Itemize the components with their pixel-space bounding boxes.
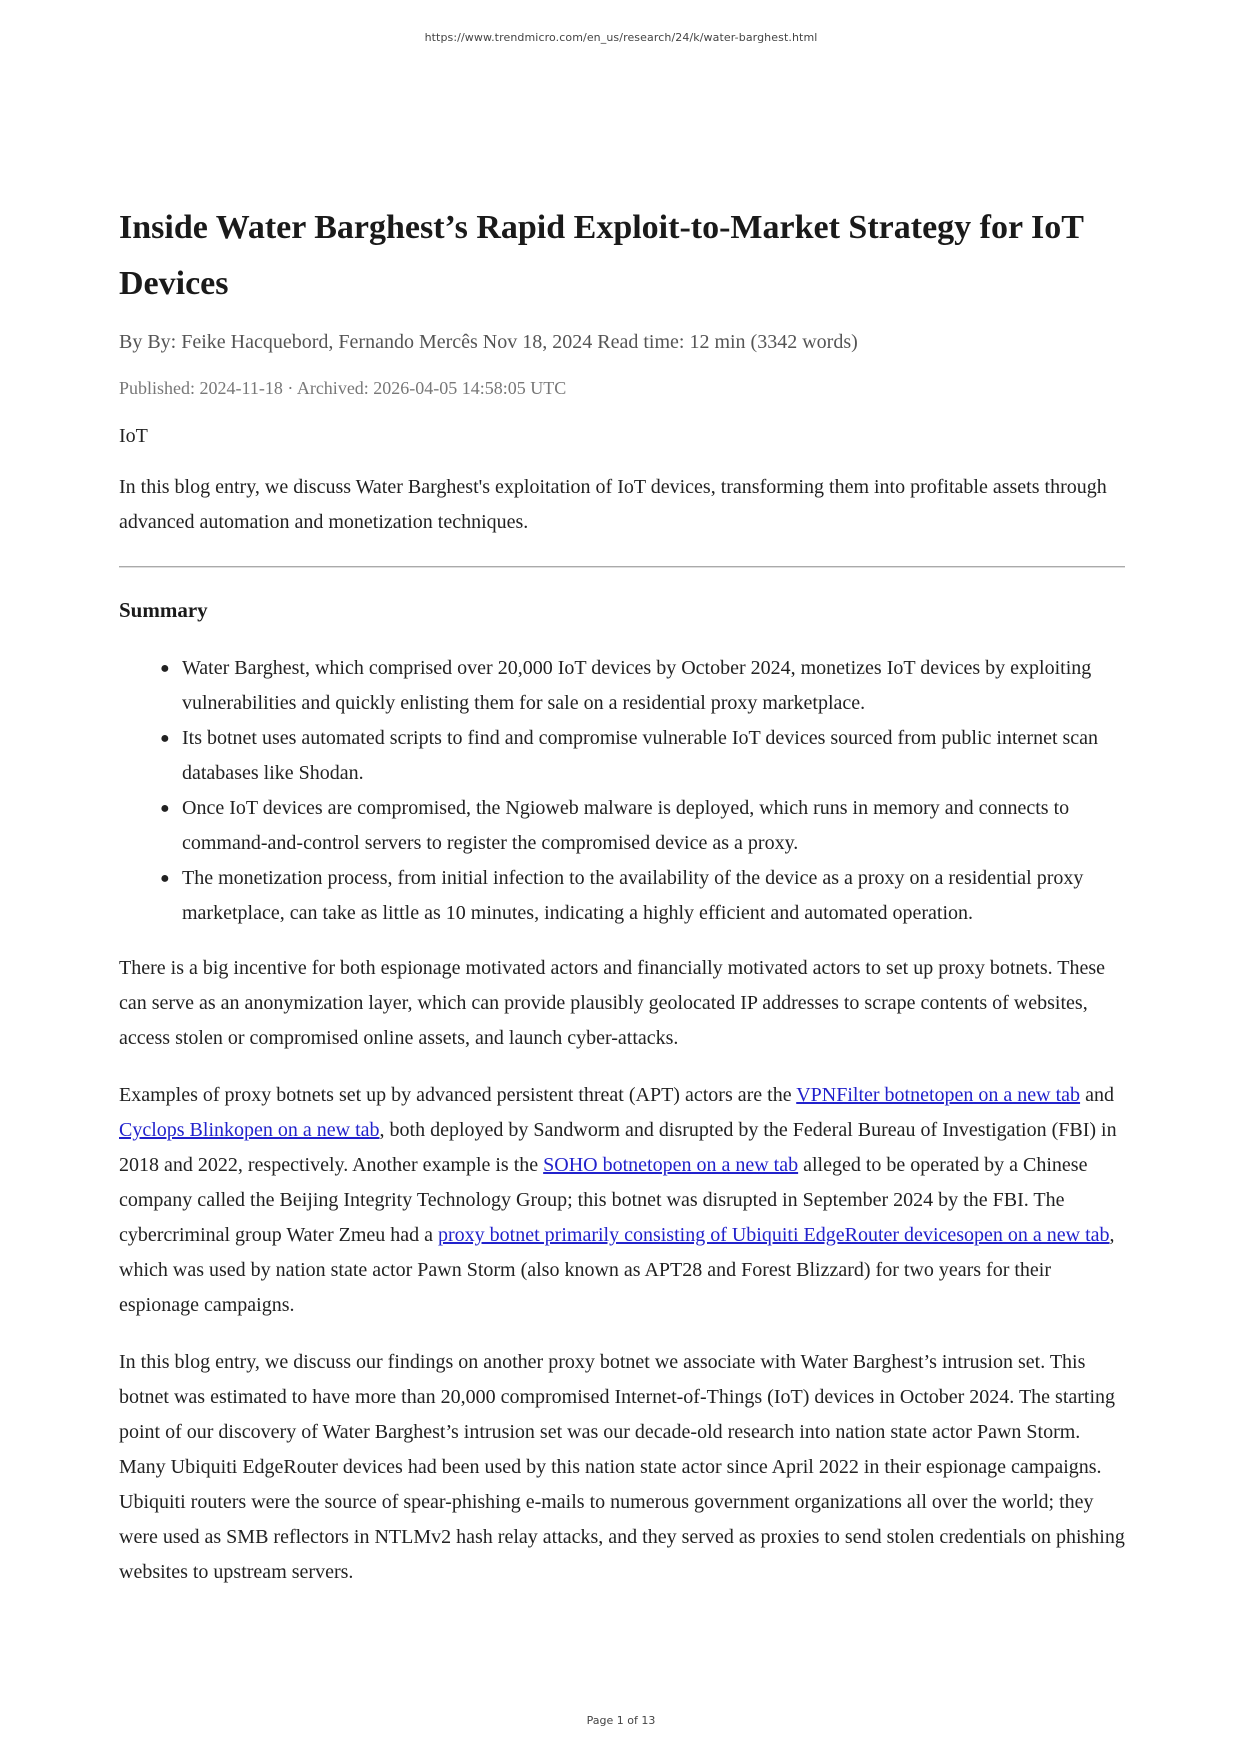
summary-item <box>160 721 1125 791</box>
article-tag: IoT <box>119 425 148 447</box>
bullet-icon: ● <box>160 800 170 817</box>
summary-heading: Summary <box>119 598 208 622</box>
ubiquiti-proxy-botnet-link[interactable]: proxy botnet primarily consisting of Ubiquiti EdgeRouter devicesopen on a new tab <box>438 1224 1110 1246</box>
bullet-icon: ● <box>160 660 170 677</box>
summary-item-text: Water Barghest, which comprised over 20,000 IoT devices by October 2024, monetizes IoT devices by exploiting vulnerabilities and quickly enlisting them for sale on a residential proxy marketplace. <box>182 657 1092 714</box>
article-byline: By By: Feike Hacquebord, Fernando Mercês Nov 18, 2024 Read time: 12 min (3342 words) <box>119 331 858 353</box>
article-intro: In this blog entry, we discuss Water Barghest's exploitation of IoT devices, transforming them into profitable assets through advanced automation and monetization techniques. <box>119 476 1107 533</box>
bullet-icon: ● <box>160 870 170 887</box>
published-date: Published: 2024-11-18 · Archived: 2026-04-05 14:58:05 UTC <box>119 378 567 398</box>
body-paragraph: There is a big incentive for both espionage motivated actors and financially motivated actors to set up proxy botnets. These can serve as an anonymization layer, which can provide plausibly geolocated IP addresses to scrape contents of websites, access stolen or compromised online assets, and launch cyber-attacks. <box>119 957 1106 1049</box>
summary-item-text: Once IoT devices are compromised, the Ngioweb malware is deployed, which runs in memory and connects to command-and-control servers to register the compromised device as a proxy. <box>182 797 1070 854</box>
article-title: Inside Water Barghest’s Rapid Exploit-to-Market Strategy for IoT Devices <box>119 209 1084 302</box>
page-number: Page 1 of 13 <box>586 1714 656 1727</box>
bullet-icon: ● <box>160 730 170 747</box>
cyclops-blink-link[interactable]: Cyclops Blinkopen on a new tab <box>119 1119 380 1141</box>
paragraph-text: , which was used by nation state actor Pawn Storm (also known as APT28 and Forest Blizzard) for two years for their espionage campaigns. <box>119 1224 1115 1316</box>
summary-item <box>160 651 1125 721</box>
paragraph-text: , both deployed by Sandworm and disrupted by the Federal Bureau of Investigation (FBI) in 2018 and 2022, respectively. Another example is the <box>119 1119 1117 1176</box>
soho-botnet-link[interactable]: SOHO botnetopen on a new tab <box>543 1154 799 1176</box>
summary-list <box>119 651 1125 931</box>
summary-item <box>160 861 1125 931</box>
body-paragraph: In this blog entry, we discuss our findings on another proxy botnet we associate with Water Barghest’s intrusion set. This botnet was estimated to have more than 20,000 compromised Internet-of-Things (IoT) devices in October 2024. The starting point of our discovery of Water Barghest’s intrusion set was our decade-old research into nation state actor Pawn Storm. Many Ubiquiti EdgeRouter devices had been used by this nation state actor since April 2022 in their espionage campaigns. Ubiquiti routers were the source of spear-phishing e-mails to numerous government organizations all over the world; they were used as SMB reflectors in NTLMv2 hash relay attacks, and they served as proxies to send stolen credentials on phishing websites to upstream servers. <box>119 1351 1125 1583</box>
summary-item-text: The monetization process, from initial infection to the availability of the device as a proxy on a residential proxy marketplace, can take as little as 10 minutes, indicating a highly efficient and automated operation. <box>182 867 1084 924</box>
paragraph-text: alleged to be operated by a Chinese company called the Beijing Integrity Technology Group; this botnet was disrupted in September 2024 by the FBI. The cybercriminal group Water Zmeu had a <box>119 1154 1088 1246</box>
article <box>119 208 1125 1590</box>
vpnfilter-botnet-link[interactable]: VPNFilter botnetopen on a new tab <box>796 1084 1081 1106</box>
summary-item <box>160 791 1125 861</box>
paragraph-text: Examples of proxy botnets set up by advanced persistent threat (APT) actors are the <box>119 1084 797 1106</box>
section-divider <box>119 566 1125 568</box>
paragraph-text: and <box>1080 1084 1114 1106</box>
summary-item-text: Its botnet uses automated scripts to find and compromise vulnerable IoT devices sourced from public internet scan databases like Shodan. <box>182 727 1099 784</box>
body-paragraph-with-links <box>119 1078 1125 1323</box>
page-url-header: https://www.trendmicro.com/en_us/research/24/k/water-barghest.html <box>424 31 818 44</box>
